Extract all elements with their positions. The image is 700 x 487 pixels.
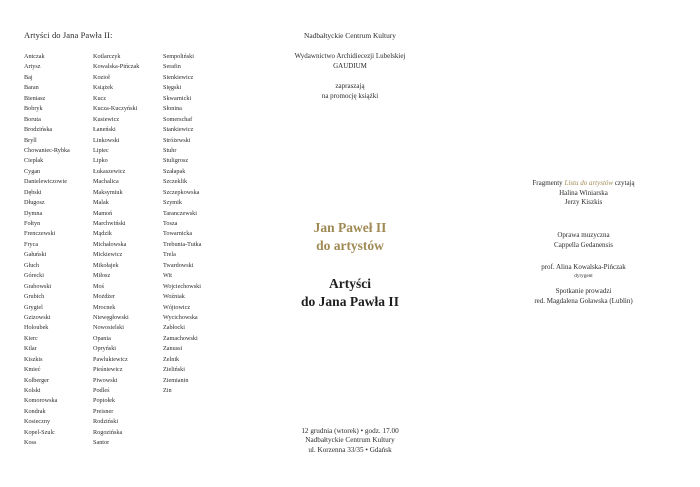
artist-name: Antczak <box>24 53 45 60</box>
artist-name: Zin <box>163 387 172 394</box>
artist-name: Boruta <box>24 115 41 123</box>
artist-name: Kmieć <box>24 366 41 374</box>
artist-name: Kotlarczyk <box>93 53 121 60</box>
artist-name: Wycichowska <box>163 313 198 321</box>
title-panel <box>233 0 467 487</box>
artist-name: Wojciechowski <box>163 282 201 290</box>
artist-name: Opania <box>93 334 111 342</box>
artist-name: Skwarnicki <box>163 94 192 102</box>
artists-panel <box>0 0 233 487</box>
artist-name: Szczeklik <box>163 178 188 186</box>
readers-suffix: czytają <box>614 179 635 187</box>
artist-name: Kierc <box>24 334 38 342</box>
publisher <box>233 52 467 71</box>
artist-name: Michałowska <box>93 240 127 248</box>
artist-name: Bieniasz <box>24 94 46 102</box>
artist-name: Szymik <box>163 199 182 207</box>
artist-name: Grubich <box>24 293 45 301</box>
readers-line <box>467 179 700 189</box>
artists-column-1 <box>24 52 70 449</box>
artist-name: Marchwiński <box>93 220 126 227</box>
artist-name: Kiszkis <box>24 355 43 363</box>
artist-name: Łaneński <box>93 126 116 134</box>
host-line-1: Spotkanie prowadzi <box>555 287 612 295</box>
artist-name: Zamachowski <box>163 334 198 342</box>
artist-name: Słonina <box>163 105 182 113</box>
artist-name: Cygan <box>24 167 41 175</box>
event-date: 12 grudnia (wtorek) • godz. 17.00 <box>301 427 399 435</box>
artist-name: Holoubek <box>24 324 49 332</box>
artist-name: Miłosz <box>93 272 111 280</box>
gold-title-line-2: do artystów <box>316 238 384 253</box>
artist-name: Baran <box>24 84 39 92</box>
readers-prefix: Fragmenty <box>532 179 563 187</box>
artist-name: Dymna <box>24 209 43 217</box>
artist-name: Kucz <box>93 94 107 102</box>
artists-column-2 <box>93 52 139 449</box>
artist-name: Lipko <box>93 157 108 165</box>
conductor-role: dyrygent <box>574 272 593 279</box>
artist-name: Niewęgłowski <box>93 313 129 321</box>
artist-name: Stuhr <box>163 146 177 154</box>
artist-name: Frenczewski <box>24 230 56 238</box>
artist-name: Baj <box>24 73 33 81</box>
publisher-line-1: Wydawnictwo Archidiecezji Lubelskiej <box>294 52 406 60</box>
artist-name: Długosz <box>24 199 45 207</box>
artist-name: Kucza-Kuczyński <box>93 105 138 113</box>
artist-name: Zelnik <box>163 355 180 363</box>
reader-2: Jerzy Kiszkis <box>564 198 603 206</box>
artist-name: Woźniak <box>163 293 185 301</box>
artist-name: Komorowska <box>24 397 58 405</box>
artist-name: Książek <box>93 84 113 92</box>
artist-name: Santor <box>93 439 110 447</box>
artist-name: Stróżewski <box>163 136 191 144</box>
artist-name: Gałuński <box>24 251 47 259</box>
artist-name: Bryll <box>24 136 37 144</box>
artist-name: Tosza <box>163 220 178 227</box>
artist-name: Ziemianin <box>163 376 189 384</box>
artist-name: Kondrak <box>24 407 46 415</box>
conductor <box>467 263 700 280</box>
publisher-line-2: GAUDIUM <box>333 61 367 70</box>
book-title-gold <box>233 219 467 255</box>
dark-title-line-2: do Jana Pawła II <box>301 294 399 309</box>
artist-name: Trela <box>163 251 176 259</box>
book-title-dark <box>233 275 467 311</box>
artist-name: Fołtyn <box>24 220 41 227</box>
artist-name: Pieśniewicz <box>93 366 123 374</box>
artist-name: Artysz <box>24 63 41 71</box>
artists-heading: Artyści do Jana Pawła II: <box>24 30 113 40</box>
artist-name: Piwowski <box>93 376 118 384</box>
conductor-name: prof. Alina Kowalska-Pińczak <box>541 263 626 271</box>
artist-name: Zabłocki <box>163 324 185 332</box>
artist-name: Rodziński <box>93 418 119 426</box>
artist-name: Kolberger <box>24 376 49 384</box>
artist-name: Pawlukiewicz <box>93 355 128 363</box>
artist-name: Stuligrosz <box>163 157 189 165</box>
artist-name: Podleś <box>93 387 110 394</box>
artist-name: Szałapak <box>163 167 186 175</box>
artist-name: Cieplak <box>24 157 44 165</box>
gold-title-line-1: Jan Paweł II <box>313 220 387 235</box>
music-line-2: Cappella Gedanensis <box>554 240 613 249</box>
dark-title-line-1: Artyści <box>329 276 371 291</box>
artist-name: Nowosielski <box>93 324 124 332</box>
artist-name: Preisner <box>93 407 114 415</box>
artist-name: Bobryk <box>24 105 43 113</box>
readers-title: Listu do artystów <box>564 179 614 187</box>
artist-name: Wójtowicz <box>163 303 191 311</box>
artist-name: Kosieczny <box>24 418 51 426</box>
artist-name: Chowaniec-Rybka <box>24 146 70 154</box>
artist-name: Brodzińska <box>24 126 53 134</box>
event-venue: Nadbałtyckie Centrum Kultury <box>305 436 395 445</box>
artist-name: Mrocnek <box>93 303 116 311</box>
artist-name: Mikołajek <box>93 261 119 269</box>
artist-name: Mickiewicz <box>93 251 123 259</box>
artist-name: Kolski <box>24 387 41 394</box>
artist-name: Sięgski <box>163 84 182 92</box>
artist-name: Możdżer <box>93 293 115 301</box>
artist-name: Sempoliński <box>163 53 194 60</box>
event-address: ul. Korzenna 33/35 • Gdańsk <box>308 445 392 454</box>
artist-name: Zanussi <box>163 345 183 353</box>
invitation <box>233 82 467 101</box>
artist-name: Dębski <box>24 188 42 196</box>
artist-name: Linkowski <box>93 136 120 144</box>
artist-name: Maksymiuk <box>93 188 123 196</box>
artist-name: Malak <box>93 199 109 207</box>
program-panel <box>467 0 700 487</box>
host-line-2: red. Magdalena Goławska (Lublin) <box>534 296 633 305</box>
artist-name: Rogozińska <box>93 428 123 436</box>
music-line-1: Oprawa muzyczna <box>557 231 610 239</box>
artist-name: Kusiewicz <box>93 115 120 123</box>
artist-name: Szczepkowska <box>163 188 200 196</box>
artist-name: Stankiewicz <box>163 126 194 134</box>
artist-name: Machalica <box>93 178 119 186</box>
artist-name: Grabowski <box>24 282 52 290</box>
artist-name: Popiołek <box>93 397 116 405</box>
event-details <box>233 427 467 455</box>
artist-name: Gzizowski <box>24 313 51 321</box>
invite-line-1: zapraszają <box>335 82 365 90</box>
artist-name: Somerschaf <box>163 115 193 123</box>
host <box>467 287 700 306</box>
artist-name: Głuch <box>24 261 40 269</box>
artist-name: Kopel-Szulc <box>24 428 55 436</box>
artist-name: Koss <box>24 439 37 447</box>
music <box>467 231 700 250</box>
artist-name: Moś <box>93 282 105 290</box>
artist-name: Towarnicka <box>163 230 193 238</box>
artist-name: Trebunia-Tutka <box>163 240 202 248</box>
artist-name: Fryca <box>24 240 39 248</box>
artist-name: Wit <box>163 272 173 280</box>
artist-name: Kozioł <box>93 73 110 81</box>
artist-name: Górecki <box>24 272 44 280</box>
artist-name: Grygiel <box>24 303 43 311</box>
artist-name: Taranczewski <box>163 209 197 217</box>
artist-name: Lipiec <box>93 146 109 154</box>
artist-name: Opryński <box>93 345 117 353</box>
artist-name: Łukaszewicz <box>93 167 126 175</box>
artists-column-3 <box>163 52 201 396</box>
artist-name: Danielewiczowie <box>24 178 67 186</box>
invite-line-2: na promocję książki <box>321 91 379 100</box>
artist-name: Mamoń <box>93 209 113 217</box>
reader-1: Halina Winiarska <box>559 188 608 197</box>
artist-name: Serafin <box>163 63 181 71</box>
artist-name: Sienkiewicz <box>163 73 194 81</box>
readers <box>467 179 700 208</box>
artist-name: Kilar <box>24 345 37 353</box>
artist-name: Mądzik <box>93 230 112 238</box>
artist-name: Kowalska-Pińczak <box>93 63 140 71</box>
organizer: Nadbałtyckie Centrum Kultury <box>304 31 396 40</box>
artist-name: Zieliński <box>163 366 185 374</box>
artist-name: Twardowski <box>163 261 194 269</box>
